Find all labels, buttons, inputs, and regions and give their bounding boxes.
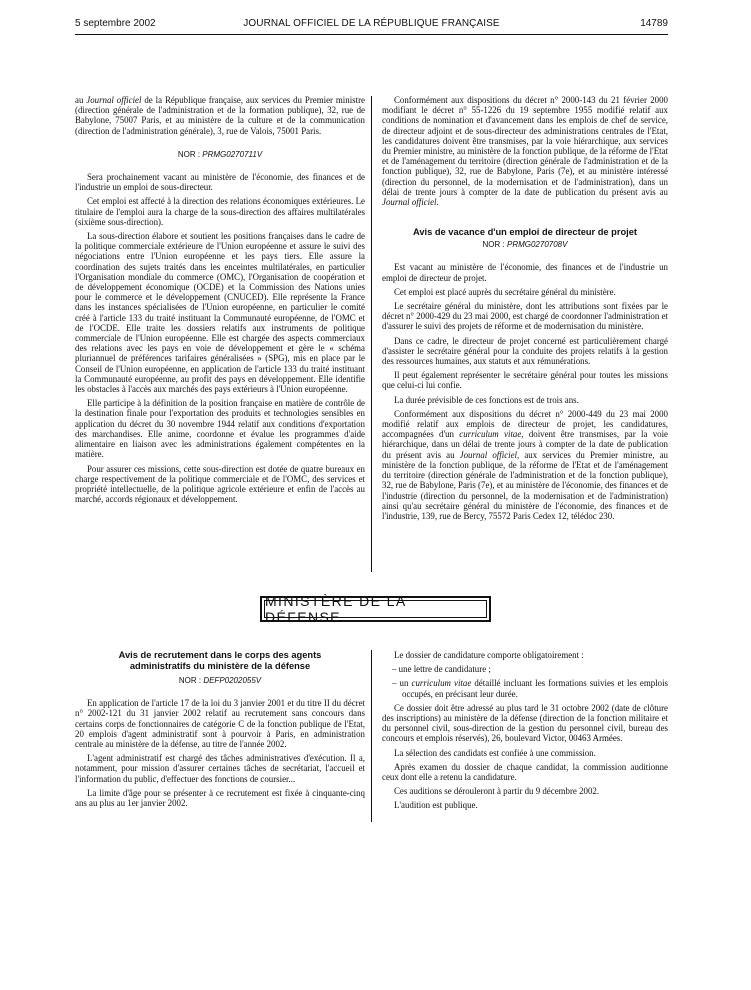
nor-code: PRMG0270711V	[202, 149, 263, 159]
text: Conformément aux dispositions du décret n° 2000-449 du 23 mai 2000 modifié relatif aux emplois de directeur de projet, les candidatures, accompagnées d'un	[382, 408, 668, 440]
paragraph: Il peut également représenter le secrétaire général pour toutes les missions que celui-ci lui confie.	[382, 370, 668, 391]
nor-reference	[75, 676, 365, 686]
paragraph: L'agent administratif est chargé des tâches administratives d'exécution. Il a, notamment, pour mission d'assurer certaines tâches de secrétariat, l'accueil et l'information du public, d'effectuer des fonctions de coursier...	[75, 753, 365, 784]
nor-label: NOR :	[177, 149, 203, 159]
paragraph: La durée prévisible de ces fonctions est de trois ans.	[394, 394, 579, 405]
header-journal-title: JOURNAL OFFICIEL DE LA RÉPUBLIQUE FRANÇAISE	[243, 18, 500, 29]
paragraph: Cet emploi est placé auprès du secrétaire général du ministère.	[394, 286, 616, 297]
column-divider-top	[371, 96, 372, 572]
bottom-left-column	[75, 650, 365, 808]
header-page-number: 14789	[640, 18, 668, 29]
paragraph	[382, 95, 668, 207]
paragraph: Sera prochainement vacant au ministère de l'économie, des finances et de l'industrie un emploi de sous-directeur.	[75, 172, 365, 193]
nor-reference	[75, 150, 365, 160]
top-left-column	[75, 95, 365, 504]
header-date: 5 septembre 2002	[75, 18, 156, 29]
paragraph: Après examen du dossier de chaque candidat, la commission auditionne ceux dont elle a retenu la candidature.	[382, 761, 668, 783]
paragraph: Cet emploi est affecté à la direction des relations économiques extérieures. Le titulaire de l'emploi aura la charge de la sous-direction des affaires multilatérales (sixième sous-direction).	[75, 196, 365, 227]
column-divider-bottom	[371, 650, 372, 822]
paragraph: En application de l'article 17 de la loi du 3 janvier 2001 et du titre II du décret n° 2002-121 du 31 janvier 2002 relatif au recrutement sans concours dans certains corps de fonctionnaires de catégorie C de la fonction publique de l'Etat, 20 emplois d'agent administratif sont à pourvoir à Paris, en administration centrale au ministère de la défense, au titre de l'année 2002.	[75, 698, 365, 750]
cv-term: curriculum vitae,	[459, 429, 524, 440]
paragraph: La sélection des candidats est confiée à une commission.	[394, 747, 596, 758]
paragraph: Le dossier de candidature comporte obligatoirement :	[394, 650, 584, 660]
notice-heading: Avis de vacance d'un emploi de directeur de projet	[412, 227, 638, 238]
paragraph	[75, 95, 365, 136]
nor-code: PRMG0270708V	[506, 240, 568, 250]
page-header	[75, 18, 668, 34]
cv-term: curriculum vitae	[411, 678, 472, 689]
paragraph: Dans ce cadre, le directeur de projet concerné est particulièrement chargé d'assister le secrétaire général pour la conduite des projets relatifs à la gestion des ressources humaines, aux statuts et aux rémunérations.	[382, 335, 668, 367]
paragraph: L'audition est publique.	[394, 800, 478, 811]
notice-heading: Avis de recrutement dans le corps des agents administratifs du ministère de la défense	[118, 650, 322, 671]
text: détaillé incluant les formations suivies et les emplois occupés, en précisant leur durée.	[402, 678, 669, 699]
text: – un	[392, 678, 412, 689]
list-item: – une lettre de candidature ;	[392, 664, 491, 675]
text: aux services du Premier ministre, au ministère de la fonction publique, de la réforme de l'Etat et de l'aménagement du territoire (direction générale de l'administration et de la fonction publique), 32, rue de Babylone, Paris (7e), et au ministère de l'économie, des finances et de l'industrie (direction du personnel, de la modernisation et de l'administration) ainsi qu'au secrétaire général du ministère de l'économie, des finances et de l'industrie, 139, rue de Bercy, 75572 Paris Cedex 12, télédoc 230.	[382, 449, 668, 521]
nor-label: NOR :	[482, 240, 507, 250]
paragraph: Ce dossier doit être adressé au plus tard le 31 octobre 2002 (date de clôture des inscriptions) au ministère de la défense (direction de la fonction militaire et du personnel civil, sous-direction de la gestion du personnel civil, bureau des concours et emplois réservés), 26, boulevard Victor, 00463 Armées.	[382, 702, 668, 744]
ministry-title: MINISTÈRE DE LA DÉFENSE	[264, 600, 487, 618]
journal-officiel-ref: Journal officiel,	[459, 449, 520, 460]
journal-officiel-ref: Journal officiel.	[382, 197, 439, 208]
bottom-right-column	[382, 650, 668, 811]
text: Conformément aux dispositions du décret n° 2000-143 du 21 février 2000 modifiant le décret n° 55-1226 du 19 septembre 1955 modifié relatif aux conditions de nomination et d'avancement dans les emplois de chef de service, de directeur adjoint et de sous-directeur des administrations centrales de l'Etat, les candidatures doivent être transmises, par la voie hiérarchique, aux services du Premier ministre, au ministère de la fonction publique, de la réforme de l'Etat et de l'aménagement du territoire (direction générale de l'administration et de la fonction publique), 32, rue de Babylone, Paris (7e), et au ministère intéressé (direction du personnel, de la modernisation et de l'administration), dans un délai de trente jours à compter de la date de publication du présent avis au	[382, 95, 668, 197]
nor-reference	[382, 240, 668, 250]
nor-code: DEFP0202055V	[203, 676, 262, 685]
paragraph: Est vacant au ministère de l'économie, des finances et de l'industrie un emploi de directeur de projet.	[382, 262, 668, 283]
paragraph: Elle participe à la définition de la position française en matière de contrôle de la destination finale pour l'exportation des produits et technologies sensibles en application du décret du 30 novembre 1944 relatif aux conditions d'exportation des marchandises. Elle anime, coordonne et évalue les programmes d'aide alimentaire en liaison avec les administrations également compétentes en la matière.	[75, 398, 365, 460]
list-item	[382, 678, 668, 698]
journal-officiel-ref: Journal officiel	[86, 95, 142, 105]
paragraph	[382, 409, 668, 521]
paragraph: Pour assurer ces missions, cette sous-direction est dotée de quatre bureaux en charge respectivement de la politique commerciale et de l'OMC, des services et propriété intellectuelle, de la politique agricole extérieure et enfin de l'accès au marché, accords régionaux et développement.	[75, 463, 365, 505]
paragraph: La limite d'âge pour se présenter à ce recrutement est fixée à cinquante-cinq ans au plus au 1er janvier 2002.	[75, 787, 365, 809]
ministry-title-box	[260, 593, 491, 625]
nor-label: NOR :	[178, 676, 204, 685]
paragraph: Le secrétaire général du ministère, dont les attributions sont fixées par le décret n° 2000-429 du 23 mai 2000, est chargé de coordonner l'administration et d'assurer le suivi des projets de réforme et de modernisation du ministère.	[382, 301, 668, 332]
text: doivent être transmises, par la voie hiérarchique, dans un délai de trente jours à compter de la date de publication du présent avis au	[382, 429, 668, 460]
text: de la République française, aux services du Premier ministre (direction générale de l'administration et de la formation publique), 32, rue de Babylone, 75007 Paris, et au ministère de la culture et de la communication (direction de l'administration générale), 3, rue de Valois, 75001 Paris.	[75, 95, 365, 136]
paragraph: La sous-direction élabore et soutient les positions françaises dans le cadre de la politique commerciale extérieure de l'Union européenne et assure le suivi des négociations entre l'Union européenne et les pays tiers. Elle assure la coordination des sujets traités dans les enceintes multilatérales, en particulier l'Organisation mondiale du commerce (OMC), l'Organisation de coopération et de développement économique (OCDE) et la Commission des Nations unies pour le commerce et le développement (CNUCED). Elle représente la France dans les instances spécialisées de l'Union européenne, en particulier le comité créé à l'article 133 du traité instituant la Communauté européenne, de l'OMC et de l'OCDE. Elle traite les dossiers relatifs aux instruments de politique commerciale de l'Union européenne. Elle est chargée des aspects commerciaux des relations avec les pays en voie de développement et gère le « schéma pluriannuel de préférences tarifaires généralisées » (SPG), mis en place par le Conseil de l'Union européenne, en application de l'article 133 du traité instituant la Communauté européenne, au profit des pays en développement. Elle identifie les obstacles à l'accès aux marchés des pays extérieurs à l'Union européenne.	[75, 231, 365, 395]
header-rule	[75, 34, 668, 35]
paragraph: Ces auditions se dérouleront à partir du 9 décembre 2002.	[394, 786, 600, 797]
document-list	[382, 664, 668, 699]
text: au	[75, 95, 87, 105]
top-right-column	[382, 95, 668, 521]
